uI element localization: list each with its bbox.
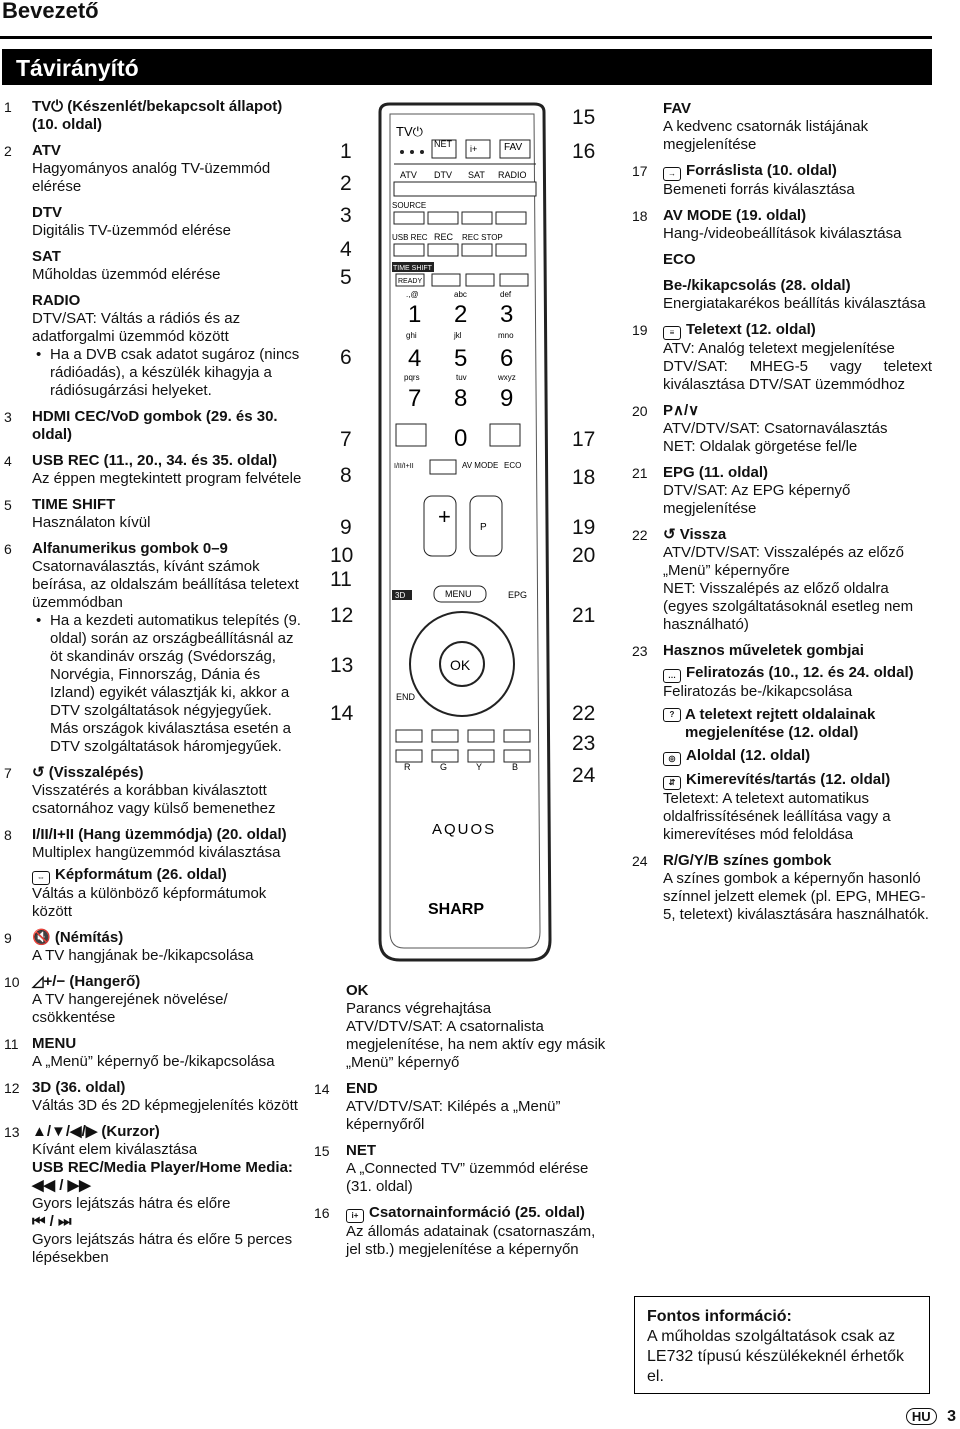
top-rule [0, 36, 932, 39]
right-column [632, 100, 932, 932]
svg-text:7: 7 [408, 385, 422, 412]
svg-text:R: R [404, 762, 411, 772]
svg-text:6: 6 [500, 345, 514, 372]
item-7: 7 ↺ (Visszalépés) Visszatérés a korábban kiválasztott csatornához vagy külső bemenethez [4, 764, 276, 817]
subpage-icon: ◎ [663, 752, 681, 766]
item-17: 17 → Forráslista (10. oldal) Bemeneti forrás kiválasztása [632, 162, 855, 198]
source-icon: → [663, 167, 681, 181]
svg-text:pqrs: pqrs [404, 373, 420, 382]
page-footer [906, 1408, 956, 1426]
svg-text:B: B [512, 762, 519, 772]
left-column [4, 98, 304, 1275]
item-22: 22 ↺ Vissza ATV/DTV/SAT: Visszalépés az előző „Menü” képernyőre NET: Visszalépés az előző oldalra (egyes szolgáltatásoknál esetleg nem használható) [632, 526, 914, 633]
svg-text:0: 0 [454, 425, 468, 452]
svg-text:SHARP: SHARP [428, 901, 485, 918]
svg-text:END: END [396, 692, 416, 702]
language-badge: HU [906, 1408, 937, 1425]
item-2: 2 ATV Hagyományos analóg TV-üzemmód elérése [4, 142, 271, 195]
item-1: 1 TV⏻ (Készenlét/bekapcsolt állapot) (10. oldal) [4, 98, 283, 133]
item-9: 9 🔇 (Némítás) A TV hangjának be-/kikapcsolása [4, 929, 254, 964]
item-4: 4 USB REC (11., 20., 34. és 35. oldal) Az éppen megtekintett program felvétele [4, 452, 302, 487]
svg-text:4: 4 [408, 345, 422, 372]
svg-text:READY: READY [398, 278, 423, 285]
item-18: 18 AV MODE (19. oldal) Hang-/videobeállítások kiválasztása [632, 207, 902, 242]
reveal-icon: ? [663, 708, 681, 722]
svg-text:+: + [438, 504, 451, 529]
item-16: 16 i+ Csatornainformáció (25. oldal) Az állomás adatainak (csatornaszám, jel stb.) megjelenítése a képernyőn [314, 1204, 596, 1258]
info-icon: i+ [346, 1209, 364, 1223]
svg-text:5: 5 [454, 345, 468, 372]
svg-text:SAT: SAT [468, 170, 485, 180]
svg-text:i+: i+ [470, 144, 478, 154]
item-14: 14 END ATV/DTV/SAT: Kilépés a „Menü” képernyőről [314, 1080, 561, 1133]
svg-text:TIME SHIFT: TIME SHIFT [393, 265, 432, 272]
svg-text:3D: 3D [395, 591, 406, 600]
item-15: 15 NET A „Connected TV” üzemmód elérése (31. oldal) [314, 1142, 589, 1195]
svg-text:Y: Y [476, 762, 483, 772]
svg-text:REC STOP: REC STOP [462, 233, 503, 242]
item-dtv: DTV Digitális TV-üzemmód elérése [32, 204, 231, 239]
svg-text:REC: REC [434, 232, 454, 242]
item-24: 24 R/G/Y/B színes gombok A színes gombok a képernyőn hasonló színnel jelzett elemek (pl. EPG, MHEG-5, teletext) kiválasztására használhatók. [632, 852, 929, 923]
svg-text:AV MODE: AV MODE [462, 461, 499, 470]
item-radio: RADIO DTV/SAT: Váltás a rádiós és az adatforgalmi üzemmód között • Ha a DVB csak adatot sugároz (nincs rádióadás), a készülék kihagyja a rádiósugárzási helyeket. [4, 292, 304, 400]
item-sat: SAT Műholdas üzemmód elérése [32, 248, 221, 283]
hold-icon: ⇵ [663, 776, 681, 790]
svg-text:OK: OK [450, 657, 471, 673]
item-eco-power: Be-/kikapcsolás (28. oldal) Energiatakarékos beállítás kiválasztása [663, 277, 926, 312]
svg-text:3: 3 [500, 301, 514, 328]
item-6: 6 Alfanumerikus gombok 0–9 Csatornaválasztás, kívánt számok beírása, az oldalszám beállítása teletext üzemmódban • Ha a kezdeti automatikus telepítés (9. oldal) során az országbeállításnál az öt skandináv ország (Svédország, Norvégia, Finnország, Dánia és Izland) egyikét választják ki, akkor a DTV szolgáltatások négyjegyűek. Más országok kiválasztása esetén a DTV szolgáltatások háromjegyűek. [4, 540, 304, 756]
svg-text:NET: NET [434, 139, 452, 149]
svg-text:FAV: FAV [504, 142, 523, 153]
useful-functions: … Feliratozás (10., 12. és 24. oldal) Feliratozás be-/kikapcsolása ? A teletext rejtett oldalainak megjelenítése (12. oldal) ◎ Aloldal (12. oldal) ⇵ Kimerevítés/tartás (12. oldal) Teletext: A teletext automatikus oldalfrissítésének leállítása vagy a kimerevítéses mód feloldása [663, 664, 914, 843]
svg-text:ECO: ECO [504, 461, 522, 470]
svg-text:abc: abc [454, 290, 467, 299]
svg-text:9: 9 [500, 385, 514, 412]
svg-text:MENU: MENU [445, 589, 472, 599]
item-13: 13 ▲/▼/◀/▶ (Kurzor) Kívánt elem kiválasztása USB REC/Media Player/Home Media: ◀◀ / ▶▶ Gyors lejátszás hátra és előre ⏮ / ⏭ Gyors lejátszás hátra és előre 5 perces lépésekben [4, 1123, 293, 1266]
svg-text:G: G [440, 762, 448, 772]
section-title: Bevezető [2, 0, 99, 23]
svg-text:.,@: .,@ [406, 290, 419, 299]
svg-text:RADIO: RADIO [498, 170, 527, 180]
svg-text:mno: mno [498, 331, 514, 340]
svg-text:tuv: tuv [456, 373, 467, 382]
svg-text:def: def [500, 290, 512, 299]
svg-text:USB REC: USB REC [392, 233, 428, 242]
svg-text:P: P [480, 522, 487, 533]
svg-text:2: 2 [454, 301, 468, 328]
remote-illustration: TV⏻ NET i+ FAV ATV DTV SAT RADIO SOURCE USB REC REC REC STOP TIME SHIFT READY .,@ abc def 1 2 3 ghi jkl mno 4 5 6 pqrs tuv wxyz 7 8 9 0 I/II/I+II AV MODE ECO + P 3D MENU EPG OK END R G Y B AQUOS SHARP 1 2 3 4 5 6 7 8 9 10 11 12 13 14 15 16 17 18 19 20 21 22 23 24 [340, 100, 620, 980]
item-8: 8 I/II/I+II (Hang üzemmódja) (20. oldal) Multiplex hangüzemmód kiválasztása ⇔ Képformátum (26. oldal) Váltás a különböző képformátumok között [4, 826, 287, 920]
item-20: 20 P∧/∨ ATV/DTV/SAT: Csatornaválasztás NET: Oldalak görgetése fel/le [632, 402, 888, 455]
svg-text:DTV: DTV [434, 170, 452, 180]
svg-text:ATV: ATV [400, 170, 417, 180]
svg-text:SOURCE: SOURCE [392, 201, 427, 210]
item-11: 11 MENU A „Menü” képernyő be-/kikapcsolása [4, 1035, 275, 1070]
important-info-box: Fontos információ: A műholdas szolgáltatások csak az LE732 típusú készülékeknél érhetők el. [634, 1296, 930, 1394]
item-5: 5 TIME SHIFT Használaton kívül [4, 496, 151, 531]
svg-text:jkl: jkl [454, 331, 462, 340]
item-23: 23 Hasznos műveletek gombjai [632, 642, 864, 659]
svg-text:I/II/I+II: I/II/I+II [394, 463, 414, 470]
item-fav: FAV A kedvenc csatornák listájának megjelenítése [663, 100, 869, 153]
svg-text:AQUOS: AQUOS [432, 821, 497, 838]
remote-svg [340, 100, 620, 980]
subtitle-icon: … [663, 669, 681, 683]
page-number: 3 [947, 1408, 956, 1425]
page-banner: Távirányító [2, 49, 932, 85]
item-ok: OK Parancs végrehajtása ATV/DTV/SAT: A csatornalista megjelenítése, ha nem aktív egy másik „Menü” képernyő [346, 982, 606, 1071]
item-21: 21 EPG (11. oldal) DTV/SAT: Az EPG képernyő megjelenítése [632, 464, 851, 517]
item-3: 3 HDMI CEC/VoD gombok (29. és 30. oldal) [4, 408, 278, 443]
item-eco: ECO [663, 251, 696, 268]
svg-text:ghi: ghi [406, 331, 417, 340]
svg-text:EPG: EPG [508, 590, 528, 600]
svg-text:wxyz: wxyz [498, 373, 516, 382]
remote-tv: TV⏻ [396, 124, 423, 139]
item-10: 10 ◿+/− (Hangerő) A TV hangerejének növelése/ csökkentése [4, 973, 228, 1026]
item-12: 12 3D (36. oldal) Váltás 3D és 2D képmegjelenítés között [4, 1079, 298, 1114]
teletext-icon: ≡ [663, 326, 681, 340]
aspect-icon: ⇔ [32, 871, 50, 885]
item-19: 19 ≡ Teletext (12. oldal) ATV: Analóg teletext megjelenítése DTV/SAT: MHEG-5 vagy teletext kiválasztása DTV/SAT üzemmódhoz [632, 321, 932, 393]
middle-column [314, 982, 614, 1267]
svg-text:8: 8 [454, 385, 468, 412]
svg-text:1: 1 [408, 301, 422, 328]
